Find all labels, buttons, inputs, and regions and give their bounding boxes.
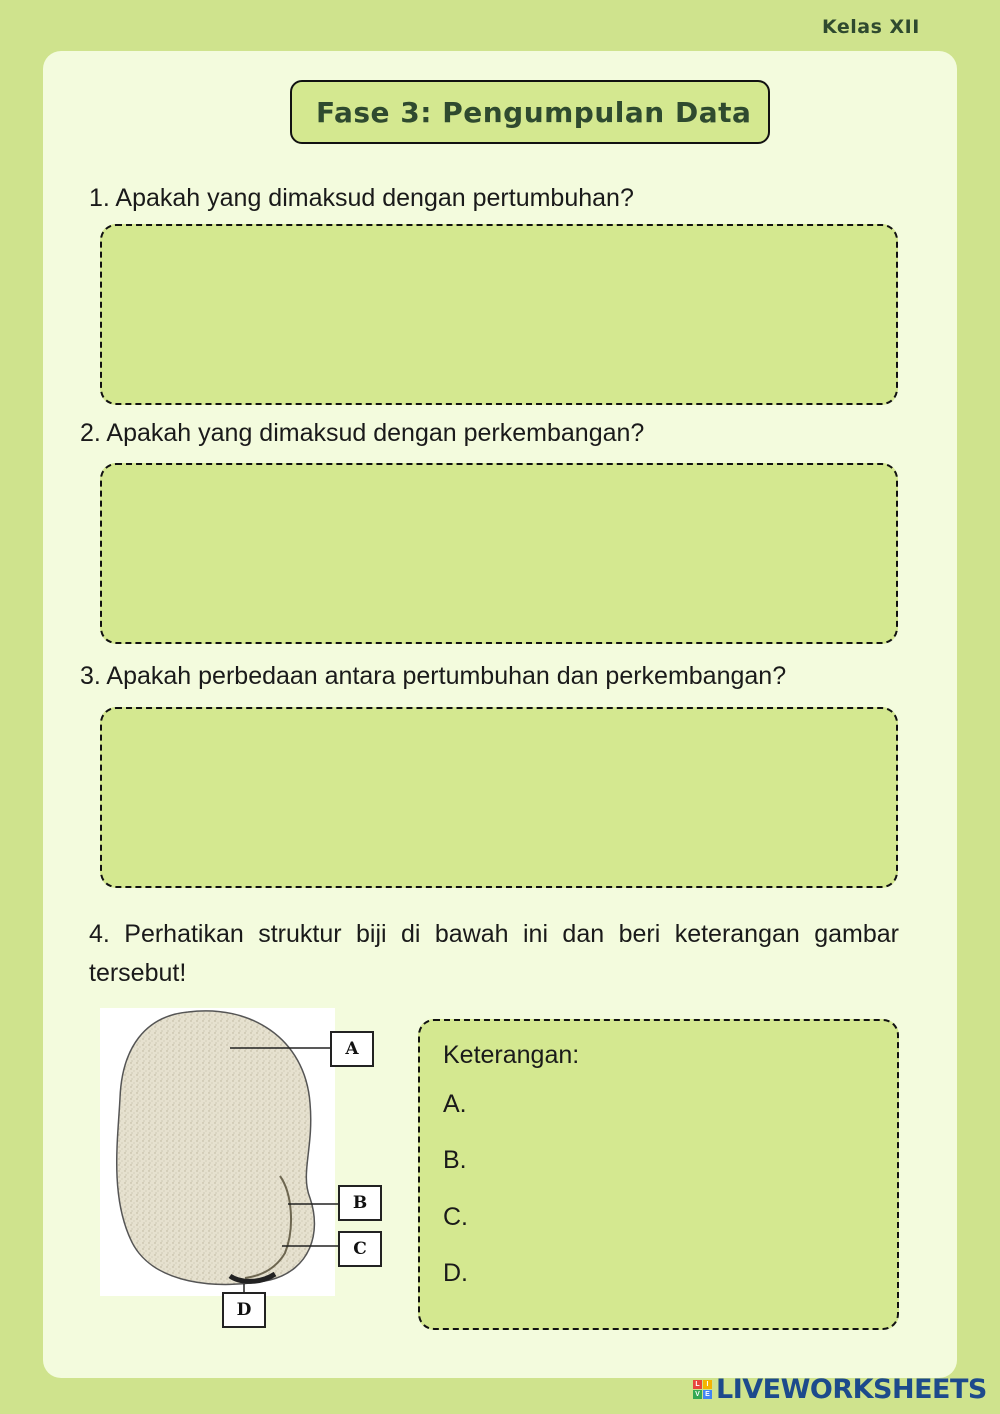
- seed-label-b: B: [338, 1185, 382, 1221]
- question-4: 4. Perhatikan struktur biji di bawah ini dan beri keterangan gambar tersebut!: [89, 920, 899, 987]
- question-3: 3. Apakah perbedaan antara pertumbuhan dan perkembangan?: [80, 662, 787, 690]
- seed-label-a: A: [330, 1031, 374, 1067]
- keterangan-item-c: C.: [443, 1203, 468, 1231]
- phase-title: Fase 3: Pengumpulan Data: [316, 96, 752, 129]
- logo-letter-e: E: [703, 1390, 712, 1399]
- logo-letter-i: I: [703, 1380, 712, 1389]
- logo-letter-l: L: [693, 1380, 702, 1389]
- keterangan-item-a: A.: [443, 1090, 467, 1118]
- brand-name: LIVEWORKSHEETS: [716, 1374, 987, 1405]
- answer-box-1[interactable]: [100, 224, 898, 405]
- answer-box-3[interactable]: [100, 707, 898, 888]
- keterangan-item-b: B.: [443, 1146, 467, 1174]
- seed-label-c: C: [338, 1231, 382, 1267]
- question-1: 1. Apakah yang dimaksud dengan pertumbuhan?: [89, 184, 634, 212]
- question-2: 2. Apakah yang dimaksud dengan perkembangan?: [80, 419, 645, 447]
- class-label: Kelas XII: [822, 16, 920, 38]
- keterangan-item-d: D.: [443, 1259, 468, 1287]
- seed-label-d: D: [222, 1292, 266, 1328]
- answer-box-2[interactable]: [100, 463, 898, 644]
- liveworksheets-logo: [693, 1374, 987, 1405]
- phase-title-box: [290, 80, 770, 144]
- logo-grid-icon: [693, 1380, 712, 1399]
- logo-letter-v: V: [693, 1390, 702, 1399]
- seed-body: [117, 1011, 315, 1285]
- keterangan-title: Keterangan:: [443, 1041, 580, 1069]
